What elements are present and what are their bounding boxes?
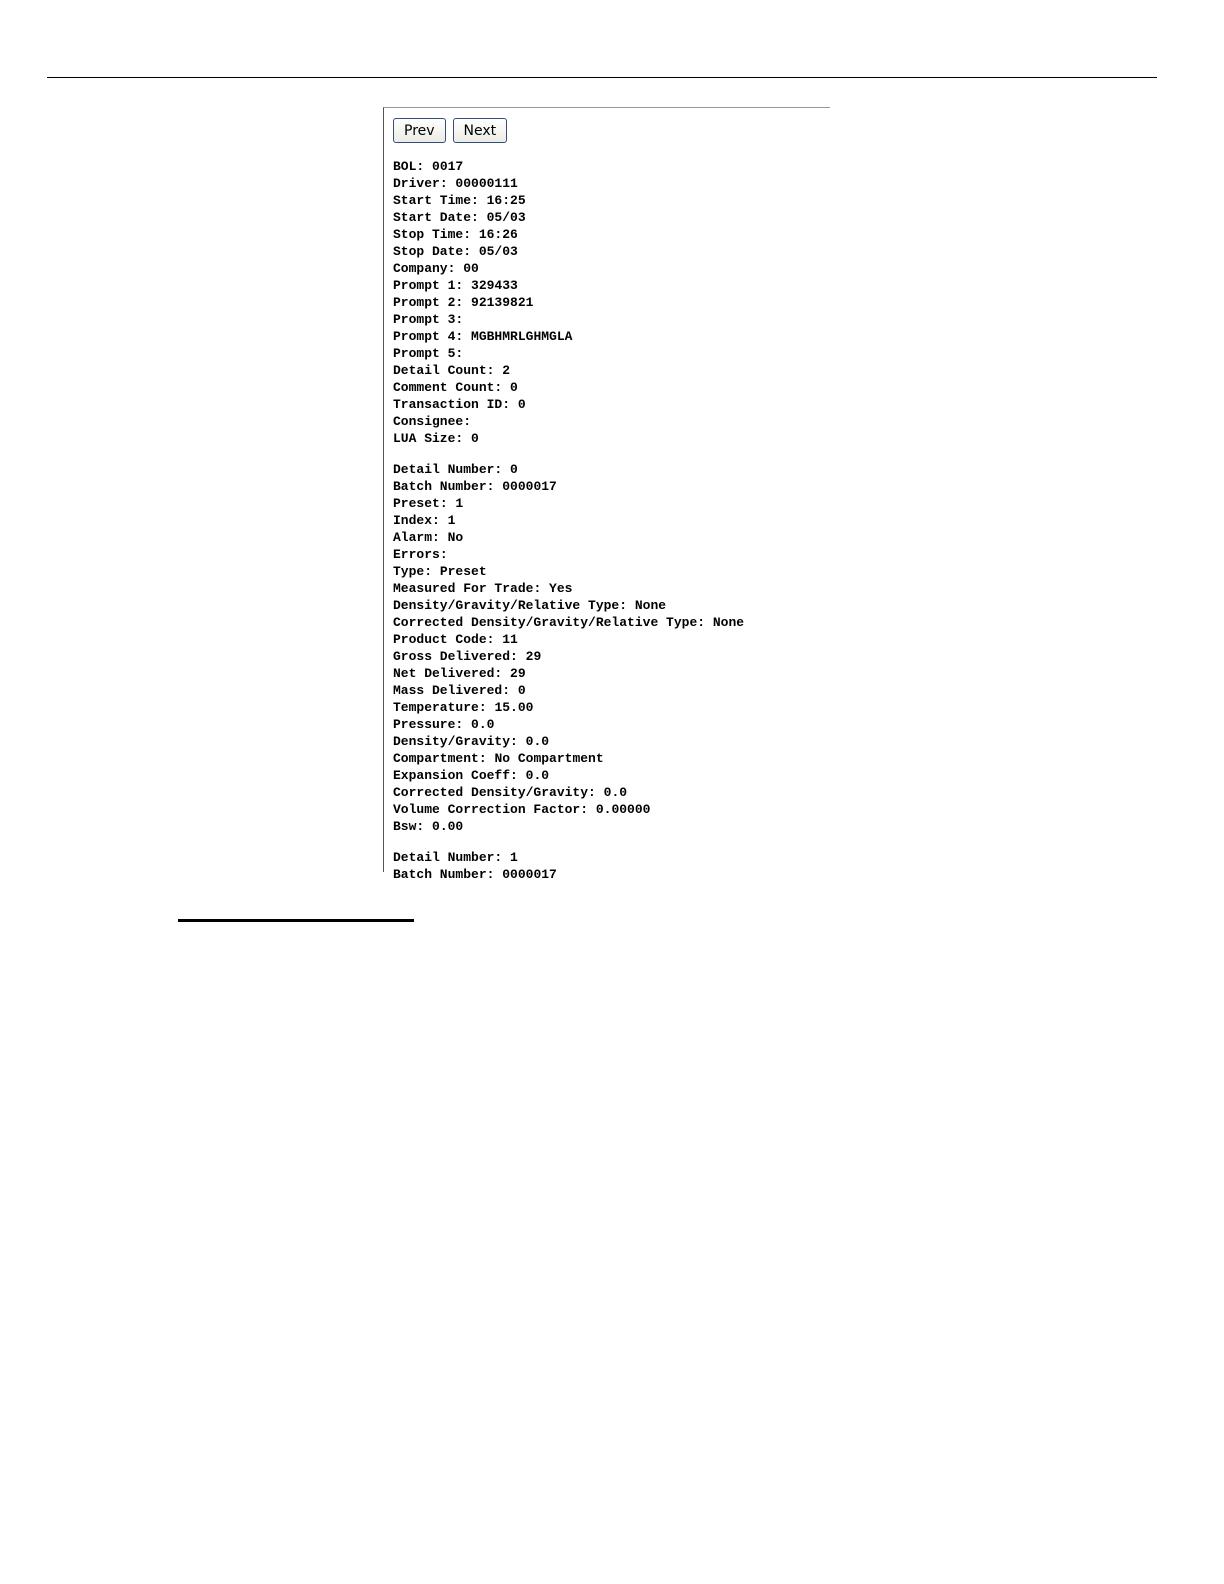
detail-corrected-density-gravity-relative-type-field: Corrected Density/Gravity/Relative Type: None xyxy=(393,615,745,630)
field-label: Density/Gravity/Relative Type xyxy=(393,598,620,613)
record-navigation xyxy=(393,118,514,144)
field-value: None xyxy=(634,598,667,613)
field-value: MGBHMRLGHMGLA xyxy=(471,329,573,344)
field-label: Gross Delivered xyxy=(393,649,511,664)
field-label: Density/Gravity xyxy=(393,734,511,749)
detail-detail-number-field: Detail Number: 0 xyxy=(393,462,518,477)
field-value: 0 xyxy=(517,397,526,412)
detail-net-delivered-field: Net Delivered: 29 xyxy=(393,666,526,681)
detail-pressure-field: Pressure: 0.0 xyxy=(393,717,495,732)
detail-gross-delivered-field: Gross Delivered: 29 xyxy=(393,649,542,664)
field-value: 0.0 xyxy=(525,734,550,749)
prompt-2-field: Prompt 2: 92139821 xyxy=(393,295,534,310)
field-label: Errors xyxy=(393,547,440,562)
prev-button[interactable]: Prev xyxy=(393,118,446,143)
field-value: 1 xyxy=(510,850,518,865)
comment-count-field: Comment Count: 0 xyxy=(393,380,518,395)
field-label: Prompt 1 xyxy=(393,278,456,293)
field-label: Corrected Density/Gravity xyxy=(393,785,589,800)
transaction-header-block xyxy=(393,158,744,447)
detail-count-field: Detail Count: 2 xyxy=(393,363,511,378)
field-value: Preset xyxy=(439,564,487,579)
stop-time-field: Stop Time: 16:26 xyxy=(393,227,518,242)
field-label: Prompt 3 xyxy=(393,312,456,327)
field-value: No Compartment xyxy=(494,751,604,766)
consignee-field: Consignee: xyxy=(393,414,479,429)
field-label: Batch Number xyxy=(393,479,487,494)
field-label: LUA Size xyxy=(393,431,456,446)
field-value: 16:26 xyxy=(478,227,518,242)
field-label: Detail Number xyxy=(393,462,495,477)
field-value: 0 xyxy=(471,431,479,446)
detail-bsw-field: Bsw: 0.00 xyxy=(393,819,464,834)
field-value: 0017 xyxy=(432,159,464,174)
field-label: Corrected Density/Gravity/Relative Type xyxy=(393,615,698,630)
field-value: 329433 xyxy=(471,278,518,293)
field-value: 11 xyxy=(502,632,518,647)
field-label: Start Date xyxy=(393,210,472,225)
field-label: Batch Number xyxy=(393,867,487,882)
field-value: 0 xyxy=(517,683,526,698)
field-value: 16:25 xyxy=(486,193,526,208)
stop-date-field: Stop Date: 05/03 xyxy=(393,244,518,259)
field-value: 0.0 xyxy=(603,785,628,800)
field-label: Company xyxy=(393,261,448,276)
field-label: Type xyxy=(393,564,425,579)
field-label: Alarm xyxy=(393,530,433,545)
field-value: 05/03 xyxy=(478,244,518,259)
field-label: Start Time xyxy=(393,193,472,208)
footnote-rule xyxy=(178,919,414,922)
field-value: 2 xyxy=(502,363,511,378)
prompt-4-field: Prompt 4: MGBHMRLGHMGLA xyxy=(393,329,573,344)
detail-block xyxy=(393,461,744,835)
detail-volume-correction-factor-field: Volume Correction Factor: 0.00000 xyxy=(393,802,651,817)
field-value: 1 xyxy=(455,496,464,511)
prompt-1-field: Prompt 1: 329433 xyxy=(393,278,518,293)
field-value: 0 xyxy=(510,380,518,395)
field-label: Bsw xyxy=(393,819,417,834)
field-label: Measured For Trade xyxy=(393,581,534,596)
field-value: 1 xyxy=(447,513,456,528)
field-value: 92139821 xyxy=(471,295,534,310)
field-label: Consignee xyxy=(393,414,464,429)
field-label: Prompt 5 xyxy=(393,346,456,361)
field-label: Detail Count xyxy=(393,363,487,378)
detail-compartment-field: Compartment: No Compartment xyxy=(393,751,604,766)
field-value: 00000111 xyxy=(455,176,518,191)
transaction-id-field: Transaction ID: 0 xyxy=(393,397,526,412)
field-value: 29 xyxy=(525,649,542,664)
detail-block xyxy=(393,849,744,883)
field-label: Stop Date xyxy=(393,244,464,259)
field-label: Expansion Coeff xyxy=(393,768,511,783)
field-value: 0.0 xyxy=(471,717,495,732)
field-label: Comment Count xyxy=(393,380,495,395)
field-label: Prompt 2 xyxy=(393,295,456,310)
field-label: Transaction ID xyxy=(393,397,503,412)
header-rule xyxy=(47,77,1157,78)
transaction-record xyxy=(393,158,744,897)
field-value: 0.0 xyxy=(525,768,550,783)
field-value: 0.00000 xyxy=(595,802,651,817)
detail-product-code-field: Product Code: 11 xyxy=(393,632,518,647)
lua-size-field: LUA Size: 0 xyxy=(393,431,479,446)
field-value: 29 xyxy=(510,666,526,681)
field-value: 05/03 xyxy=(486,210,526,225)
driver-field: Driver: 00000111 xyxy=(393,176,518,191)
field-value: 0000017 xyxy=(502,867,557,882)
field-label: Driver xyxy=(393,176,440,191)
detail-index-field: Index: 1 xyxy=(393,513,456,528)
detail-corrected-density-gravity-field: Corrected Density/Gravity: 0.0 xyxy=(393,785,628,800)
field-value: 00 xyxy=(463,261,479,276)
detail-blocks xyxy=(393,461,744,883)
detail-alarm-field: Alarm: No xyxy=(393,530,464,545)
field-label: Stop Time xyxy=(393,227,464,242)
field-value: Yes xyxy=(549,581,573,596)
detail-temperature-field: Temperature: 15.00 xyxy=(393,700,534,715)
next-button[interactable]: Next xyxy=(453,118,508,143)
field-label: Product Code xyxy=(393,632,487,647)
field-label: Pressure xyxy=(393,717,456,732)
field-label: Temperature xyxy=(393,700,479,715)
field-label: Volume Correction Factor xyxy=(393,802,581,817)
field-label: Mass Delivered xyxy=(393,683,503,698)
detail-expansion-coeff-field: Expansion Coeff: 0.0 xyxy=(393,768,550,783)
prompt-3-field: Prompt 3: xyxy=(393,312,472,327)
detail-density-gravity-field: Density/Gravity: 0.0 xyxy=(393,734,550,749)
field-label: Index xyxy=(393,513,433,528)
start-time-field: Start Time: 16:25 xyxy=(393,193,526,208)
field-label: BOL xyxy=(393,159,417,174)
detail-preset-field: Preset: 1 xyxy=(393,496,464,511)
company-field: Company: 00 xyxy=(393,261,479,276)
field-label: Compartment xyxy=(393,751,479,766)
field-value: 0000017 xyxy=(502,479,557,494)
detail-detail-number-field: Detail Number: 1 xyxy=(393,850,518,865)
field-value: None xyxy=(712,615,745,630)
field-label: Detail Number xyxy=(393,850,495,865)
detail-batch-number-field: Batch Number: 0000017 xyxy=(393,867,557,882)
field-value: 15.00 xyxy=(494,700,534,715)
prompt-5-field: Prompt 5: xyxy=(393,346,472,361)
bol-field: BOL: 0017 xyxy=(393,159,464,174)
detail-measured-for-trade-field: Measured For Trade: Yes xyxy=(393,581,573,596)
detail-errors-field: Errors: xyxy=(393,547,456,562)
detail-density-gravity-relative-type-field: Density/Gravity/Relative Type: None xyxy=(393,598,667,613)
record-viewer-window xyxy=(383,107,830,882)
field-value: 0.00 xyxy=(432,819,464,834)
field-label: Net Delivered xyxy=(393,666,495,681)
detail-batch-number-field: Batch Number: 0000017 xyxy=(393,479,557,494)
detail-type-field: Type: Preset xyxy=(393,564,487,579)
start-date-field: Start Date: 05/03 xyxy=(393,210,526,225)
field-label: Prompt 4 xyxy=(393,329,456,344)
field-value: No xyxy=(447,530,464,545)
detail-mass-delivered-field: Mass Delivered: 0 xyxy=(393,683,526,698)
field-value: 0 xyxy=(510,462,518,477)
field-label: Preset xyxy=(393,496,440,511)
